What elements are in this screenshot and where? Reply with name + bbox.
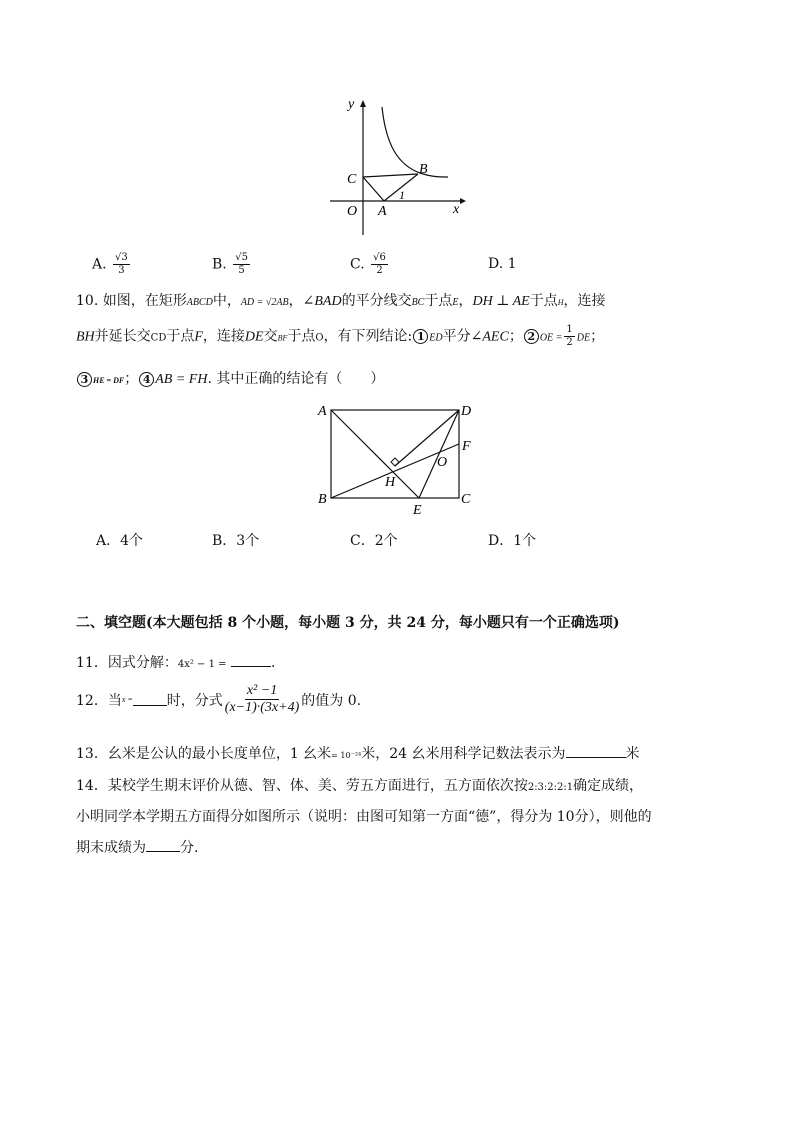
q9-b-denominator: 5 [238, 265, 245, 276]
section-2-heading: 二、填空题(本大题包括 8 个小题，每小题 3 分，共 24 分，每小题只有一个正确选项) [76, 615, 620, 631]
q10-option-b: B．3个 [212, 533, 260, 549]
label-b: B [419, 162, 428, 177]
q13-answer-blank[interactable] [566, 745, 626, 758]
y-axis-arrow [360, 100, 366, 107]
label-o: O [347, 204, 358, 219]
label-b: B [318, 492, 327, 507]
hyperbola-curve [382, 107, 448, 177]
q10-option-a: A．4个 [96, 533, 144, 549]
q10-line-2: BH并延长交CD于点F，连接DE交BF于点O，有下列结论: 1 ED平分∠AEC； 2 OE = $\frac{1}{2}$ DE； [76, 324, 605, 348]
q11-answer-blank[interactable] [231, 654, 271, 667]
q9-c-radicand: 6 [379, 252, 386, 263]
conclusion-2-marker: 2 [524, 329, 539, 344]
q13: 13．幺米是公认的最小长度单位，1 幺米= 10⁻²⁴米，24 幺米用科学记数法表示为 米 [76, 746, 640, 762]
label-e: E [413, 503, 422, 518]
label-o: O [437, 455, 448, 470]
label-h: H [385, 475, 396, 490]
segment-ca [363, 177, 384, 201]
q14-answer-blank[interactable] [146, 839, 180, 852]
q9-option-c: C. $\frac{√6}{2}$ [350, 252, 386, 276]
q10-option-d: D．1个 [488, 533, 537, 549]
label-a: A [318, 404, 327, 419]
label-f: F [462, 439, 471, 454]
q11: 11．因式分解：4x² − 1 = . [76, 655, 276, 671]
q9-b-radicand: 5 [241, 252, 248, 263]
q10-line-3: 3 HE = DF； 4 AB = FH. 其中正确的结论有（ ） [76, 368, 384, 388]
q14-line-1: 14．某校学生期末评价从德、智、体、美、劳五方面进行，五方面依次按2:3:2:2:1确定成绩， [76, 778, 644, 794]
label-d: D [461, 404, 472, 419]
q9-option-a: A. $\frac{√3}{3}$ [92, 252, 128, 276]
label-c: C [461, 492, 471, 507]
label-a: A [378, 204, 387, 219]
q9-option-d: D. 1 [488, 256, 517, 272]
q14-line-3: 期末成绩为 分. [76, 840, 199, 856]
label-x: x [453, 202, 460, 217]
coordinate-figure [320, 95, 470, 240]
segment-cb [363, 174, 418, 177]
right-angle-marker [391, 458, 399, 466]
conclusion-3-marker: 3 [77, 372, 92, 387]
conclusion-1-marker: 1 [413, 329, 428, 344]
label-y: y [348, 97, 355, 112]
label-c: C [347, 172, 357, 187]
q12: 12．当 x = 时，分式 $\frac{\text{x² −1}}{(x-1)\cdot(3x+4)}$ 的值为 0. [76, 683, 362, 715]
rectangle-figure [315, 400, 485, 518]
q9-option-b: B. $\frac{√5}{5}$ [212, 252, 248, 276]
q9-a-denominator: 3 [118, 265, 125, 276]
q14-line-2: 小明同学本学期五方面得分如图所示（说明：由图可知第一方面“德”，得分为 10分），则他的 [76, 809, 652, 825]
q9-a-radicand: 3 [121, 252, 128, 263]
conclusion-4-marker: 4 [139, 372, 154, 387]
q10-option-c: C．2个 [350, 533, 398, 549]
segment-ae [331, 410, 419, 498]
x-axis-arrow [460, 198, 466, 204]
q9-c-denominator: 2 [376, 265, 383, 276]
q10-line-1: 10. 如图，在矩形ABCD中，AD = √2AB，∠BAD的平分线交BC于点E，DH ⊥ AE于点H，连接 [76, 293, 606, 309]
segment-de [419, 410, 459, 498]
q12-answer-blank[interactable] [133, 693, 167, 706]
label-angle-1: 1 [399, 188, 405, 202]
